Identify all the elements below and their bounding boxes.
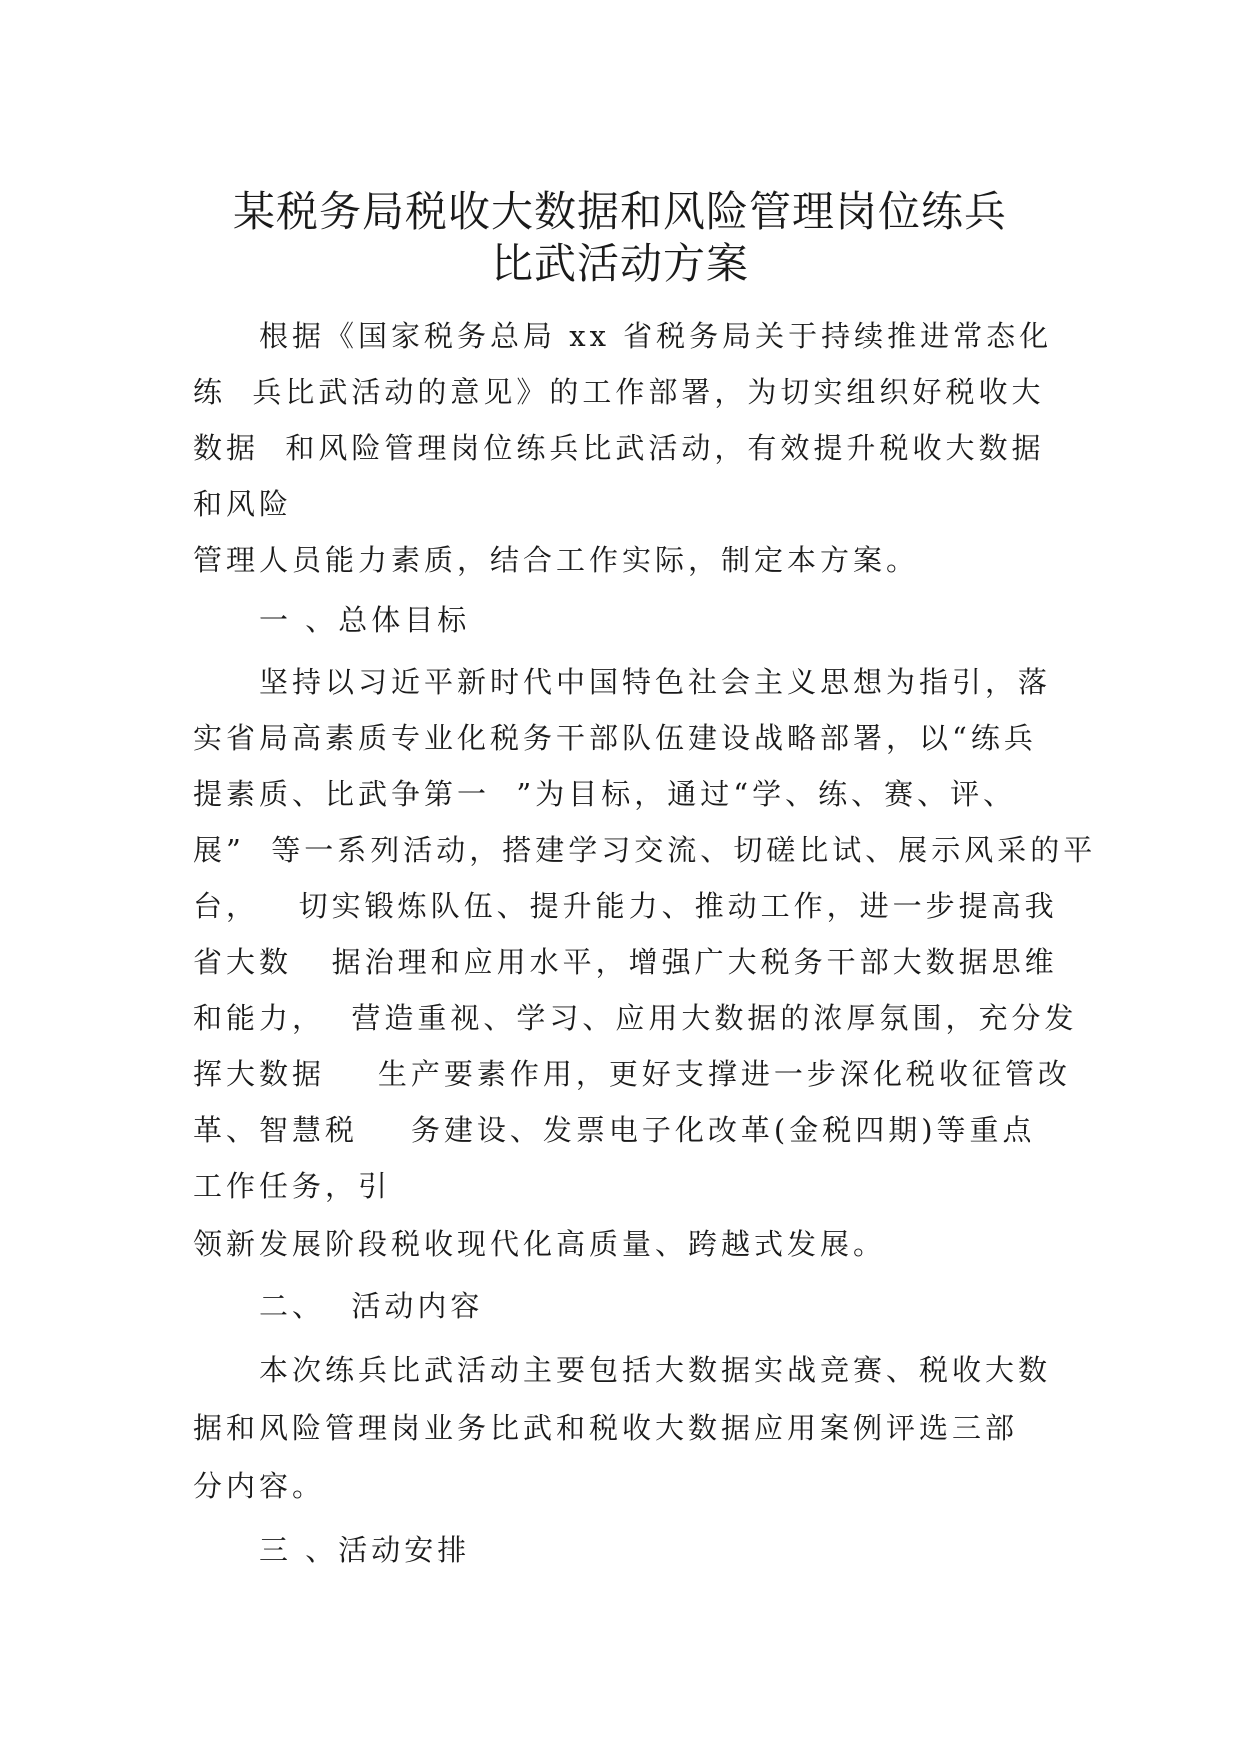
paragraph-line: 分内容。 [193,1469,326,1503]
document-title-line-2: 比武活动方案 [490,239,749,288]
paragraph-line: 和风险 [193,487,293,521]
section-heading: 二、 活动内容 [259,1289,484,1323]
paragraph-line: 展” 等一系列活动，搭建学习交流、切磋比试、展示风采的平 [193,833,1097,867]
section-heading: 三 、活动安排 [259,1533,471,1567]
paragraph-line: 坚持以习近平新时代中国特色社会主义思想为指引，落 [259,665,1052,699]
paragraph-line: 提素质、比武争第一 ”为目标，通过“学、练、赛、评、 [193,777,1017,811]
paragraph-line: 工作任务，引 [193,1169,392,1203]
paragraph-line: 实省局高素质专业化税务干部队伍建设战略部署，以“练兵 [193,721,1037,755]
paragraph-line: 据和风险管理岗业务比武和税收大数据应用案例评选三部 [193,1411,1019,1445]
paragraph-line: 领新发展阶段税收现代化高质量、跨越式发展。 [193,1227,887,1261]
paragraph-line: 挥大数据 生产要素作用，更好支撑进一步深化税收征管改 [193,1057,1071,1091]
paragraph-line: 根据《国家税务总局 xx 省税务局关于持续推进常态化 [259,319,1053,353]
paragraph-line: 数据 和风险管理岗位练兵比武活动，有效提升税收大数据 [193,431,1045,465]
paragraph-line: 练 兵比武活动的意见》的工作部署，为切实组织好税收大 [193,375,1045,409]
paragraph-line: 管理人员能力素质，结合工作实际，制定本方案。 [193,543,920,577]
paragraph-line: 台， 切实锻炼队伍、提升能力、推动工作，进一步提高我 [193,889,1058,923]
paragraph-line: 和能力， 营造重视、学习、应用大数据的浓厚氛围，充分发 [193,1001,1078,1035]
paragraph-line: 本次练兵比武活动主要包括大数据实战竞赛、税收大数 [259,1353,1052,1387]
document-title-line-1: 某税务局税收大数据和风险管理岗位练兵 [232,187,1007,236]
section-heading: 一 、总体目标 [259,603,471,637]
paragraph-line: 革、智慧税 务建设、发票电子化改革(金税四期)等重点 [193,1113,1036,1147]
paragraph-line: 省大数 据治理和应用水平，增强广大税务干部大数据思维 [193,945,1058,979]
